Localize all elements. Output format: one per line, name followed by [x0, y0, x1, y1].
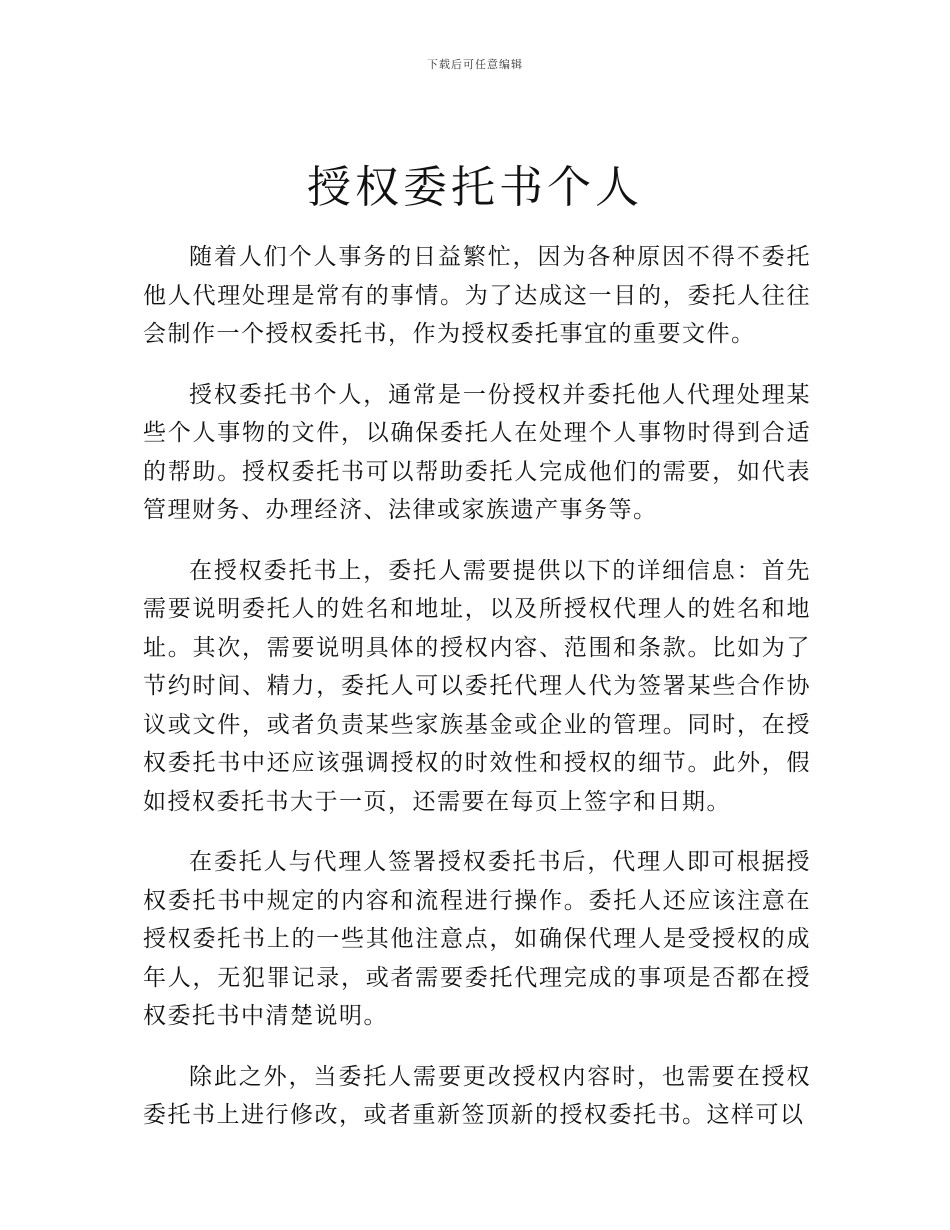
paragraph-3: 在授权委托书上，委托人需要提供以下的详细信息：首先需要说明委托人的姓名和地址，以及所授权代理人的姓名和地址。其次，需要说明具体的授权内容、范围和条款。比如为了节约时间、精力，委托人可以委托代理人代为签署某些合作协议或文件，或者负责某些家族基金或企业的管理。同时，在授权委托书中还应该强调授权的时效性和授权的细节。此外，假如授权委托书大于一页，还需要在每页上签字和日期。 — [143, 557, 811, 815]
paragraph-1: 随着人们个人事务的日益繁忙，因为各种原因不得不委托他人代理处理是常有的事情。为了达成这一目的，委托人往往会制作一个授权委托书，作为授权委托事宜的重要文件。 — [143, 244, 811, 347]
paragraph-4: 在委托人与代理人签署授权委托书后，代理人即可根据授权委托书中规定的内容和流程进行操作。委托人还应该注意在授权委托书上的一些其他注意点，如确保代理人是受授权的成年人，无犯罪记录，或者需要委托代理完成的事项是否都在授权委托书中清楚说明。 — [143, 849, 811, 1029]
document-title: 授权委托书个人 — [307, 162, 643, 213]
page-header-note: 下载后可任意编辑 — [427, 58, 523, 71]
paragraph-2: 授权委托书个人，通常是一份授权并委托他人代理处理某些个人事物的文件，以确保委托人在处理个人事物时得到合适的帮助。授权委托书可以帮助委托人完成他们的需要，如代表管理财务、办理经济、法律或家族遗产事务等。 — [143, 381, 811, 523]
paragraph-5: 除此之外，当委托人需要更改授权内容时，也需要在授权委托书上进行修改，或者重新签顶新的授权委托书。这样可以 — [143, 1063, 811, 1128]
document-body — [143, 238, 811, 1157]
